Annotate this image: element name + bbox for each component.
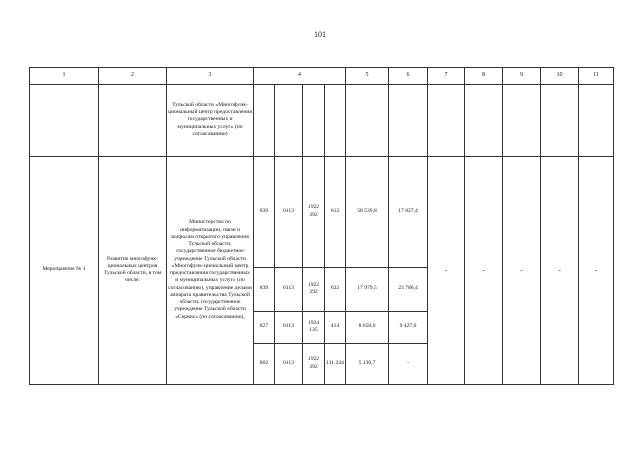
continuation-cell-5 <box>346 84 389 156</box>
header-col-1: 1 <box>30 68 99 85</box>
value-col-6: 9 427,0 <box>389 311 428 343</box>
table-row <box>30 156 614 267</box>
continuation-cell-11 <box>579 84 614 156</box>
continuation-row <box>30 84 614 156</box>
dash-col-8: - <box>465 156 503 384</box>
header-col-8: 8 <box>465 68 503 85</box>
budget-table <box>29 67 614 385</box>
value-col-5: 5 130,7 <box>346 343 389 384</box>
rzpr-cell: 0113 <box>275 267 303 311</box>
page-number: 101 <box>314 30 326 39</box>
header-col-9: 9 <box>503 68 541 85</box>
vr-cell: 622 <box>325 267 346 311</box>
continuation-cell-10 <box>541 84 579 156</box>
grbs-cell: 839 <box>254 267 275 311</box>
grbs-cell: 802 <box>254 343 275 384</box>
dash-col-11: - <box>579 156 614 384</box>
csr-cell: 1922 392 <box>303 343 325 384</box>
header-col-11: 11 <box>579 68 614 85</box>
rzpr-cell: 0113 <box>275 311 303 343</box>
grbs-cell: 839 <box>254 156 275 267</box>
csr-cell: 1924 135 <box>303 311 325 343</box>
value-col-6: - <box>389 343 428 384</box>
dash-col-10: - <box>541 156 579 384</box>
header-col-5: 5 <box>346 68 389 85</box>
header-col-10: 10 <box>541 68 579 85</box>
value-col-6: 23 786,4 <box>389 267 428 311</box>
value-col-6: 17 827,4 <box>389 156 428 267</box>
continuation-cell-9 <box>503 84 541 156</box>
vr-cell: 612 <box>325 156 346 267</box>
measure-title: Развитие многофунк-циональных центров Тульской области, в том числе: <box>99 156 167 384</box>
measure-name: Мероприятие № 1 <box>30 156 99 384</box>
header-col-3: 3 <box>167 68 254 85</box>
rzpr-cell: 0113 <box>275 156 303 267</box>
measure-executor: Министерство по информатизации, связи и вопросам открытого управления Тульской области, государственное бюджетное учреждение Тульской области «Многофунк-циональный центр предоставления государственных и муниципальных услуг» (по согласованию), управление делами аппарата правительства Тульской области; государственное учреждение Тульской области «Сервис» (по согласованию), <box>167 156 254 384</box>
continuation-cell-2 <box>99 84 167 156</box>
rzpr-cell: 0113 <box>275 343 303 384</box>
dash-col-9: - <box>503 156 541 384</box>
continuation-cell-6 <box>389 84 428 156</box>
value-col-5: 58 539,8 <box>346 156 389 267</box>
vr-cell: 111 244 <box>325 343 346 384</box>
header-col-4: 4 <box>254 68 346 85</box>
dash-col-7: - <box>428 156 465 384</box>
csr-cell: 1922 392 <box>303 267 325 311</box>
continuation-cell-8 <box>465 84 503 156</box>
continuation-cell-grbs <box>254 84 275 156</box>
csr-cell: 1922 392 <box>303 156 325 267</box>
value-col-5: 8 650,0 <box>346 311 389 343</box>
continuation-cell-csr <box>303 84 325 156</box>
continuation-executor: Тульской области «Многофунк-циональный центр предоставления государственных и муниципальных услуг» (по согласованию) <box>167 84 254 156</box>
continuation-cell-7 <box>428 84 465 156</box>
header-col-6: 6 <box>389 68 428 85</box>
vr-cell: 414 <box>325 311 346 343</box>
value-col-5: 17 979,5 <box>346 267 389 311</box>
header-col-2: 2 <box>99 68 167 85</box>
grbs-cell: 827 <box>254 311 275 343</box>
header-col-7: 7 <box>428 68 465 85</box>
header-row <box>30 68 614 85</box>
continuation-cell-rzpr <box>275 84 303 156</box>
continuation-cell-1 <box>30 84 99 156</box>
continuation-cell-vr <box>325 84 346 156</box>
